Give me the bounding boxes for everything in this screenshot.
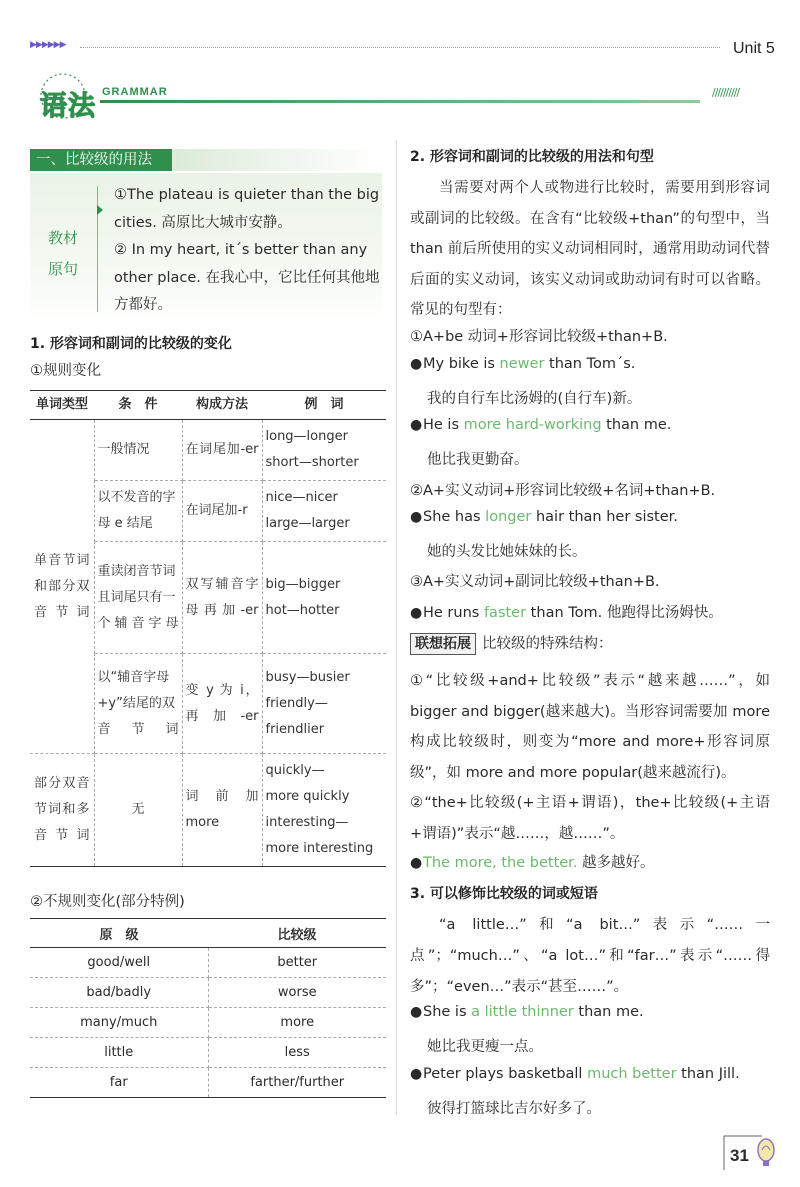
comparative-cell: less [208, 1038, 386, 1068]
comparative-cell: more [208, 1008, 386, 1038]
section-title-fade [172, 149, 382, 171]
example-cell [262, 754, 386, 867]
regular-changes-table [30, 390, 386, 867]
example-word: hot—hotter [265, 602, 340, 618]
irregular-changes-label: ②不规则变化(部分特例) [30, 894, 185, 910]
example-text: than Tom´s. [544, 356, 636, 372]
example-word: large—larger [265, 516, 350, 531]
table-header-cell: 原 级 [30, 919, 208, 948]
irregular-changes-table [30, 918, 386, 1098]
example-sentence: ●He is more hard-working than me. [410, 417, 672, 433]
regular-changes-label: ①规则变化 [30, 363, 101, 379]
table-row [30, 420, 386, 481]
example-word: short—shorter [265, 455, 359, 470]
example-sentence: ●He runs faster than Tom. 他跑得比汤姆快。 [410, 605, 723, 621]
section-title-cn: 语法 [40, 91, 96, 122]
table-header-row [30, 919, 386, 948]
table-header-cell: 比较级 [208, 919, 386, 948]
example-sentence: ●My bike is newer than Tom´s. [410, 356, 636, 372]
example-translation: 我的自行车比汤姆的(自行车)新。 [427, 391, 642, 407]
example-text: Peter plays basketball [423, 1066, 588, 1082]
example-text: He is [423, 417, 464, 433]
usage-intro: 当需要对两个人或物进行比较时，需要用到形容词或副词的比较级。在含有“比较级+than”的句型中，当 than 前后所使用的实义动词相同时，通常用助动词代替后面的实义动词，该实义动词或助动词有时可以省略。常见的句型有： [410, 180, 770, 318]
section-title-en: GRAMMAR [102, 86, 168, 98]
extension-tag: 联想拓展 [410, 633, 476, 655]
example-highlight: much better [587, 1066, 677, 1082]
table-header-row [30, 391, 386, 420]
extension-1: ①“比较级+and+比较级”表示“越来越……”，如 bigger and bigger(越来越大)。当形容词需要加 more 构成比较级时，则变为“more and more+形容词原级”，如 more and more popular(越来越流行)。 [410, 673, 770, 781]
table-header-cell: 单词类型 [30, 391, 94, 420]
pattern-2: ②A+实义动词+形容词比较级+名词+than+B. [410, 483, 716, 499]
modifier-explanation: “a little…”和“a bit…”表示“……一点”；“much…”、“a lot…”和“far…”表示“……得多”；“even…”表示“甚至……”。 [410, 917, 770, 995]
word-type-cell: 单音节词和部分双音节词 [30, 420, 94, 754]
method-cell: 变 y 为 i，再加-er [182, 654, 262, 754]
textbook-sentence-2: ② In my heart, it´s better than any other place. 在我心中，它比任何其他地方都好。 [114, 242, 380, 313]
example-sentence: ●The more, the better. 越多越好。 [410, 855, 655, 871]
extension-heading [410, 632, 770, 655]
example-word: more interesting [265, 841, 374, 856]
extension-2: ②“the+比较级(+主语+谓语)，the+比较级(+主语+谓语)”表示“越……，越……”。 [410, 795, 770, 842]
example-sentence: ●She has longer hair than her sister. [410, 509, 678, 525]
table-row [30, 1068, 386, 1098]
triangle-pointer-icon [97, 205, 103, 215]
table-row [30, 754, 386, 867]
heading-usage-patterns: 2. 形容词和副词的比较级的用法和句型 [410, 149, 654, 165]
base-form-cell: little [30, 1038, 208, 1068]
method-cell: 词前加 more [182, 754, 262, 867]
comparative-cell: worse [208, 978, 386, 1008]
usage-section-title: 一、比较级的用法 [30, 149, 172, 171]
example-word: more quickly [265, 789, 350, 804]
example-word: long—longer [265, 429, 348, 444]
comparative-cell: better [208, 948, 386, 978]
example-text: than Tom. 他跑得比汤姆快。 [526, 605, 723, 621]
example-sentence: ●She is a little thinner than me. [410, 1004, 644, 1020]
table-row [30, 978, 386, 1008]
condition-cell: 重读闭音节词且词尾只有一个辅音字母 [94, 542, 182, 654]
base-form-cell: many/much [30, 1008, 208, 1038]
example-word: nice—nicer [265, 490, 338, 505]
table-header-cell: 例 词 [262, 391, 386, 420]
header-rule [80, 47, 720, 48]
word-type-cell: 部分双音节词和多音节词 [30, 754, 94, 867]
table-row [30, 1038, 386, 1068]
example-translation: 彼得打篮球比吉尔好多了。 [427, 1101, 601, 1117]
example-word: busy—busier [265, 669, 350, 685]
table-header-cell: 构成方法 [182, 391, 262, 420]
example-word: interesting— [265, 815, 349, 830]
textbook-label: 教材原句 [48, 229, 79, 278]
pattern-3: ③A+实义动词+副词比较级+than+B. [410, 574, 660, 590]
example-text: hair than her sister. [531, 509, 678, 525]
example-translation: 她比我更瘦一点。 [427, 1039, 543, 1055]
example-sentence: ●Peter plays basketball much better than Jill. [410, 1066, 740, 1082]
example-text: She has [423, 509, 486, 525]
example-highlight: longer [485, 509, 532, 525]
heading-modifiers: 3. 可以修饰比较级的词或短语 [410, 886, 598, 902]
example-text: He runs [423, 605, 484, 621]
base-form-cell: good/well [30, 948, 208, 978]
example-cell [262, 481, 386, 542]
example-cell [262, 654, 386, 754]
table-row [30, 948, 386, 978]
example-word: big—bigger [265, 576, 341, 592]
example-text: than Jill. [676, 1066, 740, 1082]
example-cell [262, 420, 386, 481]
example-text: than me. [573, 1004, 644, 1020]
textbook-sentence-1: ①The plateau is quieter than the big cities. 高原比大城市安静。 [114, 187, 380, 231]
base-form-cell: far [30, 1068, 208, 1098]
method-cell: 双写辅音字母再加-er [182, 542, 262, 654]
example-text: She is [423, 1004, 472, 1020]
condition-cell: 无 [94, 754, 182, 867]
base-form-cell: bad/badly [30, 978, 208, 1008]
unit-label: Unit 5 [733, 40, 775, 57]
example-translation: 他比我更勤奋。 [427, 452, 529, 468]
method-cell: 在词尾加-er [182, 420, 262, 481]
header-arrows: ▶▶▶▶▶▶ [30, 40, 66, 50]
example-text: than me. [601, 417, 672, 433]
condition-cell: 以不发音的字母 e 结尾 [94, 481, 182, 542]
example-word: quickly— [265, 763, 325, 778]
example-highlight: a little thinner [471, 1004, 574, 1020]
example-text: 越多越好。 [577, 855, 655, 871]
comparative-cell: farther/further [208, 1068, 386, 1098]
extension-text: 比较级的特殊结构： [482, 636, 613, 652]
example-highlight: The more, the better. [423, 855, 578, 871]
condition-cell: 一般情况 [94, 420, 182, 481]
example-highlight: newer [499, 356, 545, 372]
example-text: My bike is [423, 356, 500, 372]
method-cell: 在词尾加-r [182, 481, 262, 542]
table-header-cell: 条 件 [94, 391, 182, 420]
page-number: 31 [730, 1146, 749, 1165]
textbook-sentences [114, 182, 380, 320]
condition-cell: 以“辅音字母+y”结尾的双音节词 [94, 654, 182, 754]
heading-comparative-forms: 1. 形容词和副词的比较级的变化 [30, 336, 232, 352]
column-divider [396, 140, 397, 1115]
table-row [30, 1008, 386, 1038]
example-highlight: more hard-working [463, 417, 602, 433]
example-highlight: faster [483, 605, 527, 621]
example-cell [262, 542, 386, 654]
decorative-slashes: ////////// [712, 86, 740, 99]
section-title-bar [100, 100, 700, 103]
pattern-1: ①A+be 动词+形容词比较级+than+B. [410, 329, 668, 345]
example-translation: 她的头发比她妹妹的长。 [427, 544, 587, 560]
example-word: friendly—friendlier [265, 695, 328, 737]
